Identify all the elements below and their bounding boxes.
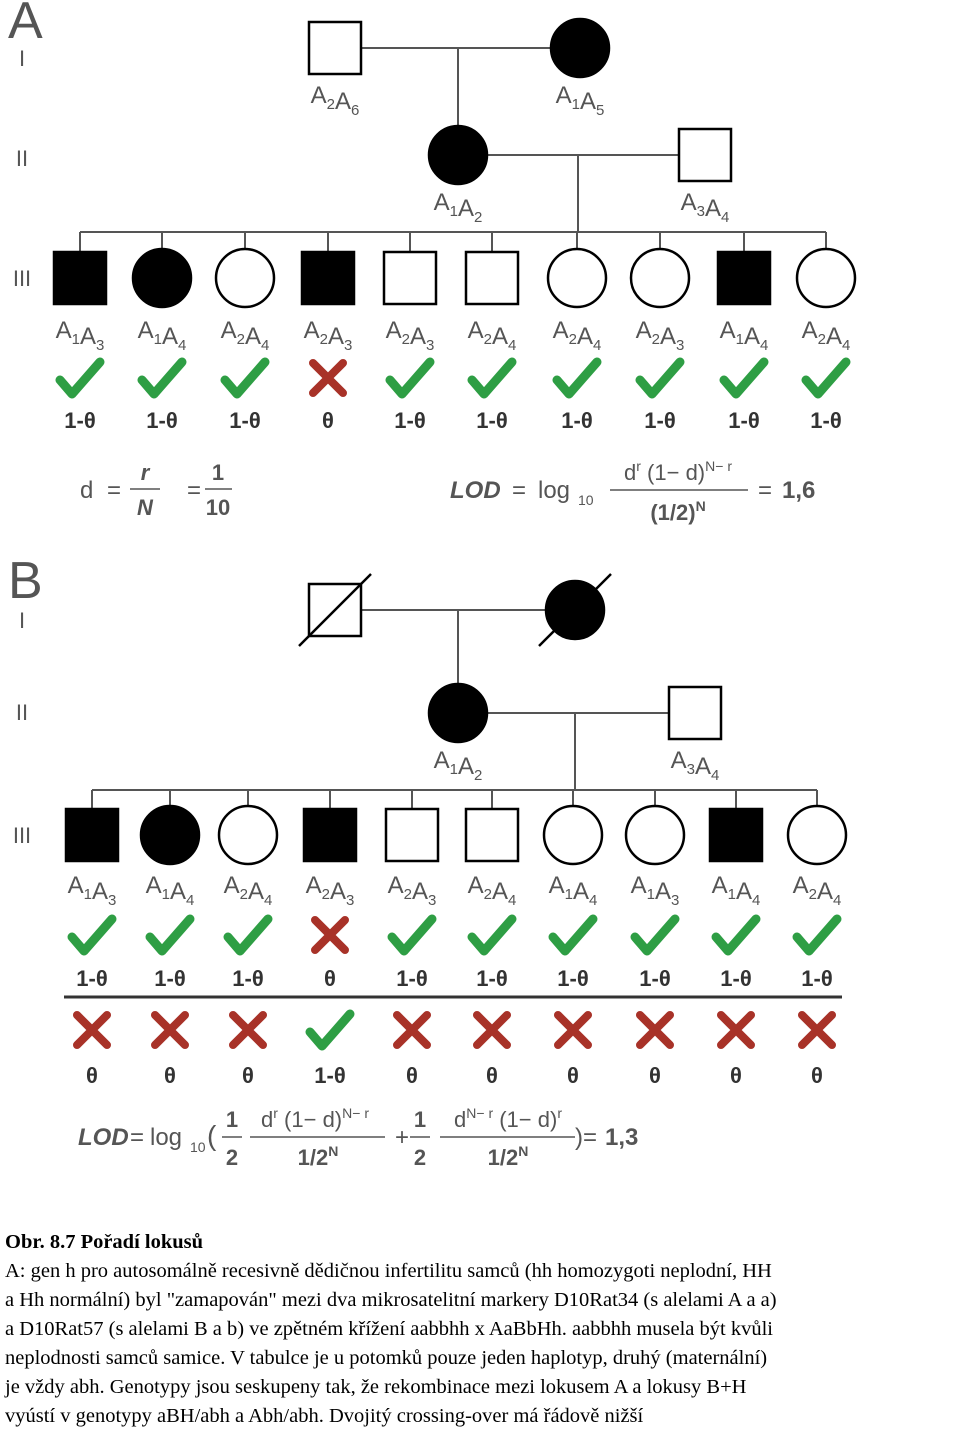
theta-label: θ <box>649 1063 661 1088</box>
unaffected-male-symbol <box>466 252 518 304</box>
genotype-label: $A_1A_5$ <box>555 82 605 119</box>
check-mark-icon <box>472 362 512 394</box>
check-mark-icon <box>60 362 100 394</box>
theta-label: θ <box>86 1063 98 1088</box>
caption-line: vyústí v genotypy aBH/abh a Abh/abh. Dvojitý crossing-over má řádově nižší <box>5 1405 644 1427</box>
theta-label: 1-θ <box>314 1063 346 1088</box>
formula-text: $d^r$ $(1- d)^{N- r}$ <box>261 1105 369 1132</box>
formula-text: 2 <box>225 1145 239 1170</box>
theta-label: θ <box>567 1063 579 1088</box>
check-mark-icon <box>557 362 597 394</box>
cross-mark-icon <box>77 1015 107 1045</box>
unaffected-female-symbol <box>797 249 855 307</box>
caption-line: a Hh normální) byl "zamapován" mezi dva mikrosatelitní markery D10Rat34 (s alelami A a a) <box>5 1289 777 1311</box>
check-mark-icon <box>806 362 846 394</box>
genotype-label: $A_1A_3$ <box>630 872 680 909</box>
genotype-label: $A_3A_4$ <box>680 189 730 226</box>
genotype-label: $A_2A_6$ <box>310 82 360 119</box>
affected-male-symbol <box>710 809 762 861</box>
offspring <box>386 809 438 861</box>
parent <box>429 126 487 184</box>
caption-title: Obr. 8.7 Pořadí lokusů <box>5 1231 204 1253</box>
theta-label: 1-θ <box>396 966 428 991</box>
offspring <box>384 252 436 304</box>
caption-line: a D10Rat57 (s alelami B a b) ve zpětném křížení aabbhh x AaBbHh. aabbhh musela být kvůli <box>5 1318 773 1340</box>
theta-label: 1-θ <box>476 966 508 991</box>
unaffected-male-symbol <box>669 687 721 739</box>
theta-label: 1-θ <box>561 408 593 433</box>
check-mark-icon <box>310 1014 350 1046</box>
grandparent <box>551 19 609 77</box>
theta-label: θ <box>486 1063 498 1088</box>
genotype-label: $A_1A_4$ <box>145 872 195 909</box>
theta-label: 1-θ <box>728 408 760 433</box>
grandparent <box>539 574 611 646</box>
affected-male-symbol <box>54 252 106 304</box>
formula-text: LOD <box>78 1124 129 1151</box>
grandparent <box>309 22 361 74</box>
genotype-label: $A_2A_3$ <box>385 317 435 354</box>
check-mark-icon <box>716 919 756 951</box>
genotype-label: $A_2A_4$ <box>801 317 851 354</box>
formula-text: 10 <box>190 1139 206 1155</box>
formula-text: 1,6 <box>782 477 816 504</box>
check-mark-icon <box>553 919 593 951</box>
theta-label: 1-θ <box>810 408 842 433</box>
offspring <box>66 809 118 861</box>
caption-line: A: gen h pro autosomálně recesivně dědičnou infertilitu samců (hh homozygoti neplodní, HH <box>5 1260 772 1282</box>
formula-text: ( <box>207 1120 217 1151</box>
unaffected-female-symbol <box>626 806 684 864</box>
caption-line: je vždy abh. Genotypy jsou seskupeny tak, že rekombinace mezi lokusem A a lokusy B+H <box>5 1376 747 1398</box>
genotype-label: $A_2A_4$ <box>220 317 270 354</box>
formula-text: $d^{N- r}$ $(1- d)^r$ <box>454 1105 562 1132</box>
generation-label: III <box>12 266 32 291</box>
genotype-label: $A_3A_4$ <box>670 747 720 784</box>
formula-text: 1,3 <box>605 1124 639 1151</box>
offspring <box>710 809 762 861</box>
cross-mark-icon <box>397 1015 427 1045</box>
check-mark-icon <box>225 362 265 394</box>
check-mark-icon <box>390 362 430 394</box>
cross-mark-icon <box>558 1015 588 1045</box>
panel-letter: A <box>8 0 43 50</box>
formula-text: 1 <box>211 460 225 485</box>
unaffected-female-symbol <box>544 806 602 864</box>
caption-line: neplodnosti samců samice. V tabulce je u potomků pouze jeden haplotyp, druhý (maternální) <box>5 1347 768 1369</box>
genotype-label: $A_2A_3$ <box>303 317 353 354</box>
formula-text: 2 <box>413 1145 427 1170</box>
theta-label: θ <box>406 1063 418 1088</box>
cross-mark-icon <box>155 1015 185 1045</box>
generation-label: III <box>12 823 32 848</box>
genotype-label: $A_2A_4$ <box>467 317 517 354</box>
unaffected-male-symbol <box>386 809 438 861</box>
affected-female-symbol <box>141 806 199 864</box>
unaffected-female-symbol <box>216 249 274 307</box>
offspring <box>219 806 277 864</box>
offspring <box>626 806 684 864</box>
generation-label: I <box>18 46 26 71</box>
theta-label: 1-θ <box>801 966 833 991</box>
genotype-label: $A_1A_4$ <box>711 872 761 909</box>
unaffected-female-symbol <box>219 806 277 864</box>
genotype-label: $A_1A_4$ <box>719 317 769 354</box>
unaffected-male-symbol <box>384 252 436 304</box>
generation-label: II <box>15 146 29 171</box>
check-mark-icon <box>392 919 432 951</box>
check-mark-icon <box>72 919 112 951</box>
formula-text: $(1/2)^N$ <box>650 498 706 525</box>
theta-label: 1-θ <box>154 966 186 991</box>
parent <box>679 129 731 181</box>
check-mark-icon <box>797 919 837 951</box>
offspring <box>718 252 770 304</box>
genotype-label: $A_1A_3$ <box>67 872 117 909</box>
theta-label: 1-θ <box>557 966 589 991</box>
cross-mark-icon <box>477 1015 507 1045</box>
genotype-label: $A_1A_2$ <box>433 189 483 226</box>
theta-label: 1-θ <box>394 408 426 433</box>
offspring <box>216 249 274 307</box>
theta-label: 1-θ <box>639 966 671 991</box>
formula-text: + <box>395 1124 410 1151</box>
genotype-label: $A_2A_3$ <box>635 317 685 354</box>
theta-label: 1-θ <box>232 966 264 991</box>
formula-text: log <box>150 1124 183 1151</box>
check-mark-icon <box>142 362 182 394</box>
affected-male-symbol <box>304 809 356 861</box>
genotype-label: $A_1A_4$ <box>137 317 187 354</box>
unaffected-female-symbol <box>788 806 846 864</box>
panel-letter: B <box>8 552 43 610</box>
theta-label: 1-θ <box>76 966 108 991</box>
cross-mark-icon <box>721 1015 751 1045</box>
formula-text: $1/2^N$ <box>297 1143 339 1170</box>
theta-label: θ <box>324 966 336 991</box>
genotype-label: $A_2A_3$ <box>305 872 355 909</box>
theta-label: θ <box>242 1063 254 1088</box>
formula-text: 1 <box>413 1107 427 1132</box>
theta-label: θ <box>322 408 334 433</box>
theta-label: 1-θ <box>64 408 96 433</box>
genotype-label: $A_2A_4$ <box>792 872 842 909</box>
genotype-label: $A_2A_4$ <box>467 872 517 909</box>
affected-male-symbol <box>66 809 118 861</box>
check-mark-icon <box>724 362 764 394</box>
offspring <box>548 249 606 307</box>
offspring <box>466 809 518 861</box>
parent <box>669 687 721 739</box>
check-mark-icon <box>640 362 680 394</box>
formula-text: = <box>187 477 202 504</box>
offspring <box>797 249 855 307</box>
offspring <box>631 249 689 307</box>
check-mark-icon <box>635 919 675 951</box>
genotype-label: $A_2A_3$ <box>387 872 437 909</box>
affected-male-symbol <box>302 252 354 304</box>
cross-mark-icon <box>640 1015 670 1045</box>
formula-text: $1/2^N$ <box>487 1143 529 1170</box>
offspring <box>466 252 518 304</box>
formula-text: 10 <box>578 492 594 508</box>
generation-label: I <box>18 608 26 633</box>
theta-label: θ <box>811 1063 823 1088</box>
formula-text: $d^r$ $(1- d)^{N- r}$ <box>624 458 732 485</box>
unaffected-male-symbol <box>466 809 518 861</box>
check-mark-icon <box>150 919 190 951</box>
theta-label: 1-θ <box>644 408 676 433</box>
formula-text: = <box>107 477 122 504</box>
cross-mark-icon <box>313 363 343 393</box>
formula-text: = <box>130 1124 145 1151</box>
formula-text: = <box>512 477 527 504</box>
genotype-label: $A_2A_4$ <box>223 872 273 909</box>
offspring <box>141 806 199 864</box>
unaffected-male-symbol <box>679 129 731 181</box>
cross-mark-icon <box>315 920 345 950</box>
cross-mark-icon <box>233 1015 263 1045</box>
genotype-label: $A_1A_2$ <box>433 747 483 784</box>
theta-label: 1-θ <box>476 408 508 433</box>
formula-text: N <box>137 495 153 520</box>
offspring <box>302 252 354 304</box>
formula-text: 10 <box>205 495 231 520</box>
formula-text: )= <box>575 1124 598 1151</box>
check-mark-icon <box>472 919 512 951</box>
offspring <box>788 806 846 864</box>
offspring <box>133 249 191 307</box>
offspring <box>54 252 106 304</box>
genotype-label: $A_2A_4$ <box>552 317 602 354</box>
affected-male-symbol <box>718 252 770 304</box>
generation-label: II <box>15 700 29 725</box>
figure-caption <box>5 1228 957 1431</box>
offspring <box>304 809 356 861</box>
genotype-label: $A_1A_4$ <box>548 872 598 909</box>
formula-text: r <box>140 460 150 485</box>
affected-female-symbol <box>133 249 191 307</box>
unaffected-male-symbol <box>309 22 361 74</box>
theta-label: θ <box>164 1063 176 1088</box>
formula-text: log <box>538 477 571 504</box>
theta-label: 1-θ <box>146 408 178 433</box>
genotype-label: $A_1A_3$ <box>55 317 105 354</box>
affected-female-symbol <box>551 19 609 77</box>
formula-text: = <box>758 477 773 504</box>
cross-mark-icon <box>802 1015 832 1045</box>
parent <box>429 684 487 742</box>
grandparent <box>299 574 371 646</box>
formula-text: d <box>80 477 94 504</box>
formula-text: LOD <box>450 477 501 504</box>
offspring <box>544 806 602 864</box>
unaffected-female-symbol <box>548 249 606 307</box>
affected-female-symbol <box>429 684 487 742</box>
formula-text: 1 <box>225 1107 239 1132</box>
unaffected-female-symbol <box>631 249 689 307</box>
check-mark-icon <box>228 919 268 951</box>
theta-label: 1-θ <box>720 966 752 991</box>
theta-label: θ <box>730 1063 742 1088</box>
affected-female-symbol <box>429 126 487 184</box>
theta-label: 1-θ <box>229 408 261 433</box>
